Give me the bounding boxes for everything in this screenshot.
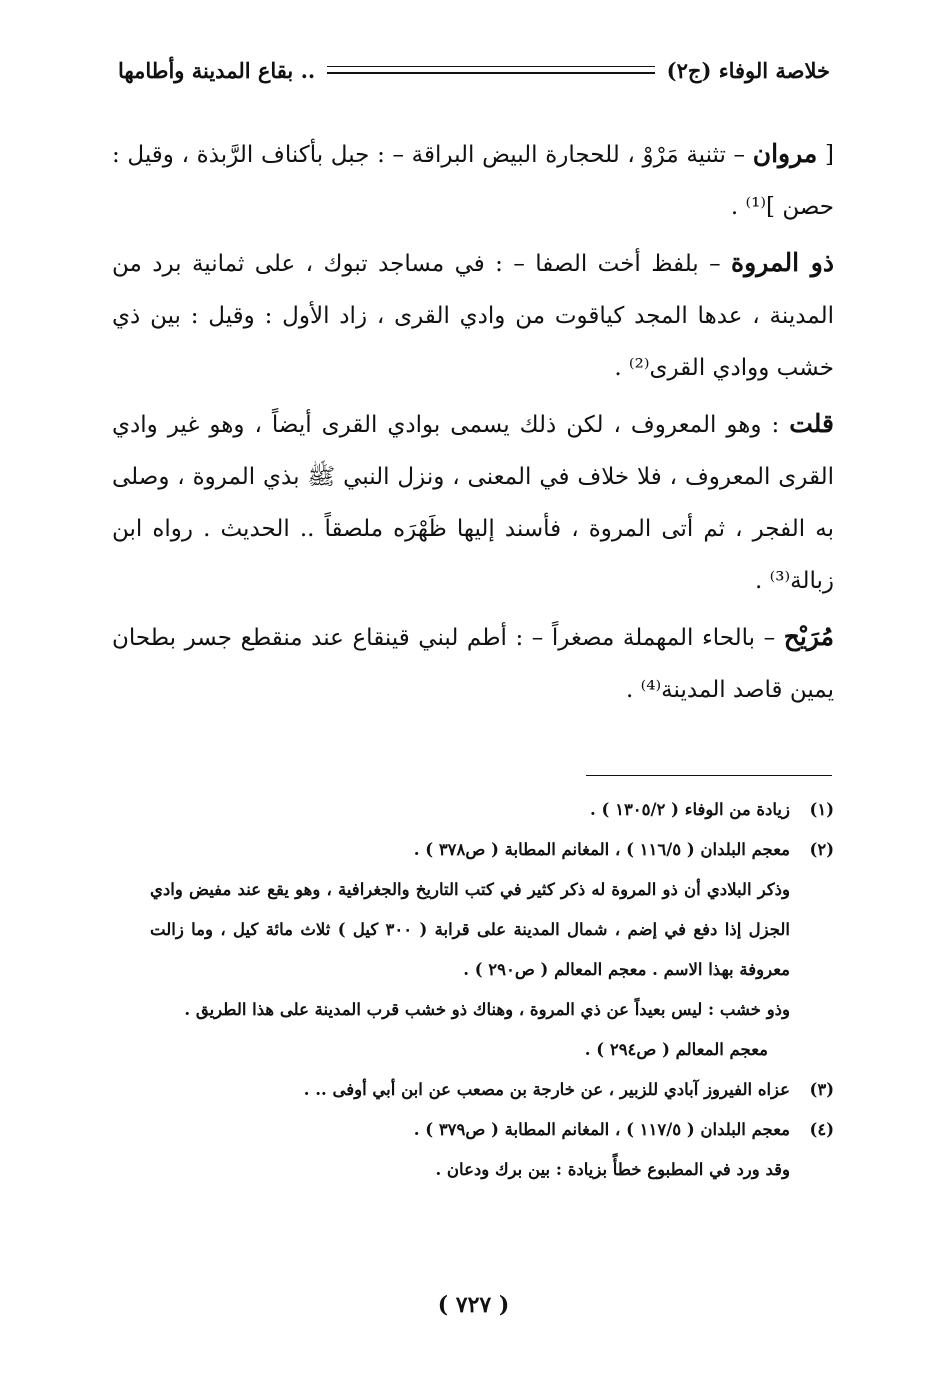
main-text (112, 128, 834, 720)
entry-text: – بلفظ أخت الصفا – : في مساجد تبوك ، على ثمانية برد من المدينة ، عدها المجد كياقوت من وادي القرى ، زاد الأول : وقيل : بين ذي خشب ووادي القرى⁽²⁾ . (112, 251, 834, 381)
footnote-4-continuation: وقد ورد في المطبوع خطأً بزيادة : بين برك ودعان . (435, 1160, 790, 1179)
entry-qultu (112, 398, 834, 607)
header-section-title: بقاع المدينة وأطامها .. (118, 57, 316, 83)
footnote-2-continuation: وذو خشب : ليس بعيداً عن ذي المروة ، وهناك ذو خشب قرب المدينة على هذا الطريق . (184, 1000, 790, 1019)
entry-term: مُرَيْح (783, 622, 834, 651)
footnote-separator (586, 775, 832, 776)
entry-term: قلت (789, 409, 834, 438)
entry-text: – بالحاء المهملة مصغراً – : أطم لبني قينقاع عند منقطع جسر بطحان يمين قاصد المدينة⁽⁴⁾ . (112, 625, 834, 703)
footnotes (150, 790, 834, 1190)
entry-dhu-al-marwa (112, 237, 834, 394)
footnote-4 (150, 1110, 834, 1150)
entry-text: – تثنية مَرْوْ ، للحجارة البيض البراقة – : جبل بأكناف الرَّبذة ، وقيل : حصن ]⁽¹⁾ . (112, 142, 834, 220)
footnote-2-source: معجم المعالم ( ص٢٩٤ ) . (584, 1040, 768, 1059)
entry-marwan (112, 128, 834, 233)
footnote-text: زيادة من الوفاء ( ١٣٠٥/٢ ) . (590, 800, 790, 819)
entry-term: ذو المروة (731, 248, 835, 277)
footnote-text: معجم البلدان ( ١١٦/٥ ) ، المغانم المطابة ( ص٣٧٨ ) . (413, 840, 790, 859)
footnote-number: (٤) (809, 1120, 834, 1139)
footnote-number: (١) (809, 800, 834, 819)
footnote-2 (150, 830, 834, 870)
header-book-title: خلاصة الوفاء (ج٢) (666, 57, 830, 83)
footnote-1 (150, 790, 834, 830)
page-number: ( ٧٢٧ ) (437, 1292, 510, 1318)
footnote-text: معجم البلدان ( ١١٧/٥ ) ، المغانم المطابة ( ص٣٧٩ ) . (413, 1120, 790, 1139)
bracket-open: [ (817, 142, 834, 168)
footnote-2-continuation: وذكر البلادي أن ذو المروة له ذكر كثير في كتب التاريخ والجغرافية ، وهو يقع عند مفيض وادي الجزل إذا دفع في إضم ، شمال المدينة على قرابة ( ٣٠٠ كيل ) ثلاث مائة كيل ، وما زالت معروفة بهذا الاسم . معجم المعالم ( ص٢٩٠ ) . (150, 880, 790, 979)
footnote-3 (150, 1070, 834, 1110)
footnote-number: (٢) (809, 840, 834, 859)
entry-term: مروان (752, 139, 818, 168)
footnote-text: عزاه الفيروز آبادي للزبير ، عن خارجة بن مصعب عن ابن أبي أوفى .. . (303, 1080, 790, 1099)
entry-murayh (112, 611, 834, 716)
running-header (118, 52, 830, 88)
entry-text: : وهو المعروف ، لكن ذلك يسمى بوادي القرى أيضاً ، وهو غير وادي القرى المعروف ، فلا خلاف في المعنى ، ونزل النبي ﷺ بذي المروة ، وصلى به الفجر ، ثم أتى المروة ، فأسند إليها ظَهْرَه ملصقاً .. الحديث . رواه ابن زبالة⁽³⁾ . (112, 412, 834, 594)
footnote-number: (٣) (809, 1080, 834, 1099)
header-rule (327, 66, 654, 74)
